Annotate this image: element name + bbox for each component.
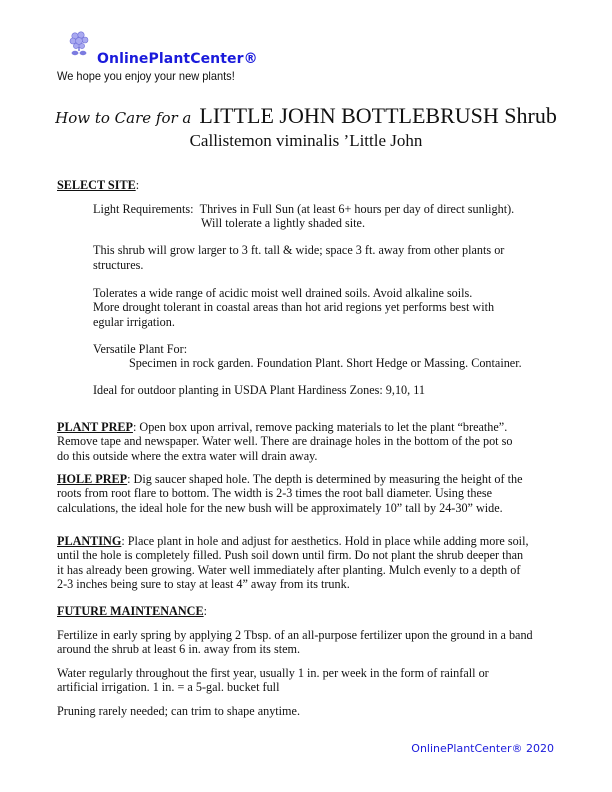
planting-text-1: : Place plant in hole and adjust for aesthetics. Hold in place while adding more soil, <box>121 534 529 548</box>
select-site-heading: SELECT SITE <box>57 178 136 192</box>
light-label: Light Requirements: <box>93 202 194 216</box>
brand-name: OnlinePlantCenter® <box>97 51 258 67</box>
select-site-colon: : <box>135 178 140 192</box>
planting-line-2: until the hole is completely filled. Push soil down until firm. Do not plant the shrub deeper than <box>57 548 524 562</box>
plant-prep-line-3: do this outside where the extra water will drain away. <box>57 449 318 463</box>
water-line-1: Water regularly throughout the first year, usually 1 in. per week in the form of rainfall or <box>57 666 489 680</box>
plant-prep-heading: PLANT PREP <box>57 420 133 434</box>
planting-line-3: it has already been growing. Water well immediately after planting. Mulch evenly to a depth of <box>57 563 521 577</box>
light-line-2: Will tolerate a lightly shaded site. <box>201 216 365 230</box>
hole-prep-line-1 <box>57 472 523 487</box>
versatile-uses: Specimen in rock garden. Foundation Plant. Short Hedge or Massing. Container. <box>129 356 522 370</box>
title-main: LITTLE JOHN BOTTLEBRUSH Shrub <box>199 103 557 128</box>
size-line-2: structures. <box>93 258 144 272</box>
planting-line-4: 2-3 inches being sure to stay at least 4” away from its trunk. <box>57 577 350 591</box>
size-line-1: This shrub will grow larger to 3 ft. tall & wide; space 3 ft. away from other plants or <box>93 243 505 257</box>
light-requirements-row <box>93 202 514 217</box>
flower-bouquet-icon <box>66 30 92 58</box>
future-maintenance-colon: : <box>203 604 207 618</box>
pruning-note: Pruning rarely needed; can trim to shape anytime. <box>57 704 300 718</box>
hole-prep-line-2: roots from root flare to bottom. The width is 2-3 times the root ball diameter. Using these <box>57 486 493 500</box>
select-site-heading-row <box>57 178 139 193</box>
light-line-1: Thrives in Full Sun (at least 6+ hours per day of direct sunlight). <box>199 202 515 216</box>
page-title <box>0 103 612 129</box>
versatile-label: Versatile Plant For: <box>93 342 188 356</box>
plant-prep-text-1: : Open box upon arrival, remove packing materials to let the plant “breathe”. <box>132 420 508 434</box>
soil-line-2: More drought tolerant in coastal areas than hot arid regions yet performs best with <box>93 300 495 314</box>
hole-prep-line-3: calculations, the ideal hole for the new bush will be approximately 10” tall by 24-30” wide. <box>57 501 503 515</box>
hole-prep-text-1: : Dig saucer shaped hole. The depth is determined by measuring the height of the <box>127 472 523 486</box>
planting-line-1 <box>57 534 529 549</box>
botanical-name: Callistemon viminalis ’Little John <box>189 131 423 150</box>
future-maintenance-heading: FUTURE MAINTENANCE <box>57 604 204 618</box>
plant-prep-line-2: Remove tape and newspaper. Water well. There are drainage holes in the bottom of the pot so <box>57 434 513 448</box>
planting-heading: PLANTING <box>57 534 122 548</box>
footer-copyright: OnlinePlantCenter® 2020 <box>411 742 554 755</box>
hardiness-zones: Ideal for outdoor planting in USDA Plant Hardiness Zones: 9,10, 11 <box>93 383 425 397</box>
future-maintenance-heading-row <box>57 604 207 619</box>
water-line-2: artificial irrigation. 1 in. = a 5-gal. bucket full <box>57 680 280 694</box>
hole-prep-heading: HOLE PREP <box>57 472 128 486</box>
soil-line-1: Tolerates a wide range of acidic moist well drained soils. Avoid alkaline soils. <box>93 286 473 300</box>
tagline: We hope you enjoy your new plants! <box>57 69 235 83</box>
fertilize-line-2: around the shrub at least 6 in. away from its stem. <box>57 642 301 656</box>
fertilize-line-1: Fertilize in early spring by applying 2 Tbsp. of an all-purpose fertilizer upon the ground in a band <box>57 628 533 642</box>
title-prefix: How to Care for a <box>55 109 192 127</box>
plant-prep-line-1 <box>57 420 507 435</box>
soil-line-3: egular irrigation. <box>93 315 175 329</box>
